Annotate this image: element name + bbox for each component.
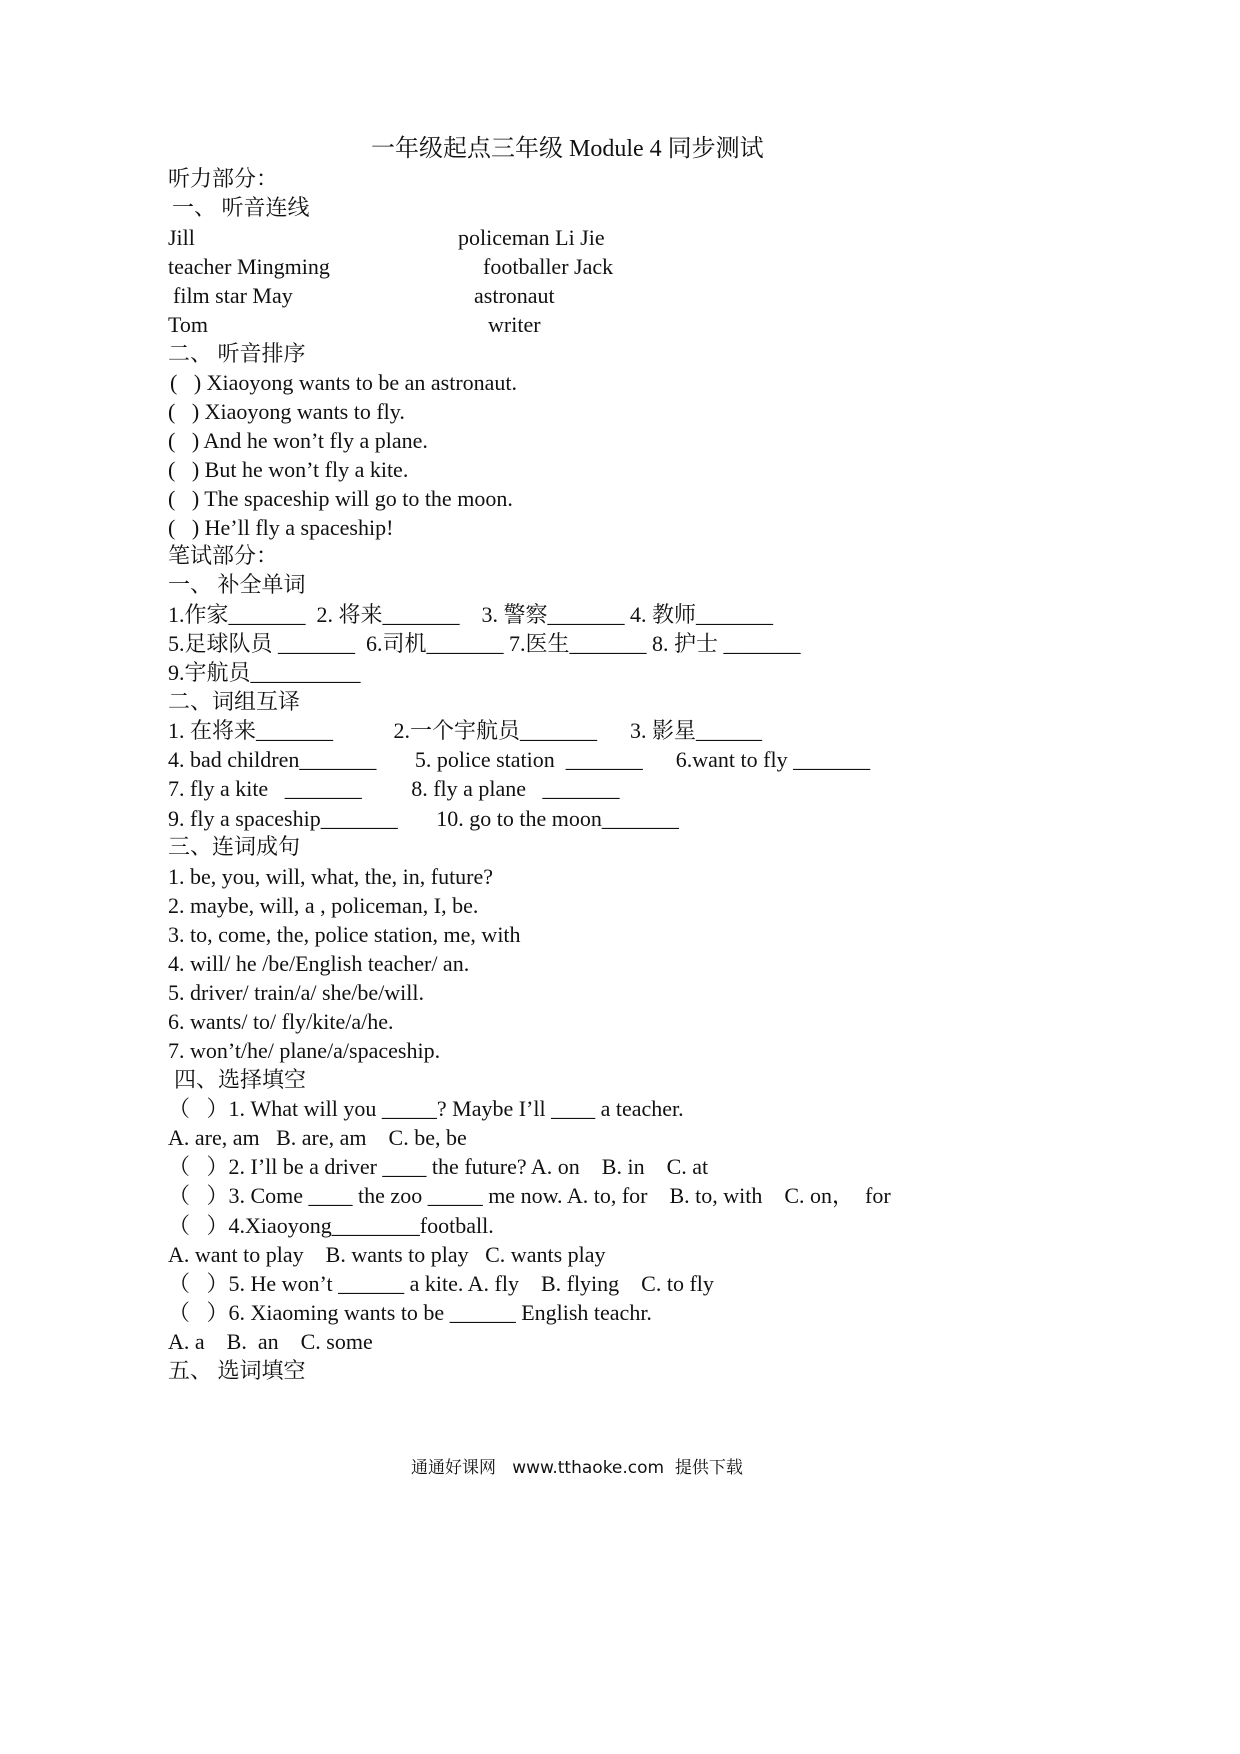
page-footer: 通通好课网 www.tthaoke.com 提供下载: [411, 1458, 743, 1478]
w3-line: 2. maybe, will, a , policeman, I, be.: [168, 893, 479, 918]
w4-line: （ ）4.Xiaoyong________football.: [168, 1213, 494, 1238]
match-left-item: film star May: [173, 283, 293, 308]
section2-heading: 二、 听音排序: [168, 341, 306, 366]
w2-line: 9. fly a spaceship_______ 10. go to the moon_______: [168, 806, 679, 831]
w4-line: （ ）6. Xiaoming wants to be ______ English teachr.: [168, 1300, 652, 1325]
w3-line: 6. wants/ to/ fly/kite/a/he.: [168, 1009, 394, 1034]
w3-line: 7. won’t/he/ plane/a/spaceship.: [168, 1038, 441, 1063]
match-right-item: writer: [488, 312, 541, 337]
ordering-item: ( ) And he won’t fly a plane.: [168, 428, 428, 453]
match-left-item: Jill: [168, 225, 195, 250]
ordering-item: ( ) But he won’t fly a kite.: [168, 457, 409, 482]
w3-line: 3. to, come, the, police station, me, with: [168, 922, 521, 947]
w4-line: （ ）1. What will you _____? Maybe I’ll ____ a teacher.: [168, 1096, 684, 1121]
ordering-item: ( ) He’ll fly a spaceship!: [168, 515, 394, 540]
ordering-item: ( ) The spaceship will go to the moon.: [168, 486, 513, 511]
written-header: 笔试部分：: [168, 543, 279, 568]
section1-heading: 一、 听音连线: [172, 195, 310, 220]
w2-line: 7. fly a kite _______ 8. fly a plane _______: [168, 776, 620, 801]
match-left-item: Tom: [168, 312, 209, 337]
w4-line: （ ）5. He won’t ______ a kite. A. fly B. flying C. to fly: [168, 1271, 714, 1296]
document-title: 一年级起点三年级 Module 4 同步测试: [371, 136, 764, 162]
w4-line: （ ）2. I’ll be a driver ____ the future? A. on B. in C. at: [168, 1154, 709, 1179]
w3-heading: 三、连词成句: [168, 834, 301, 859]
w2-heading: 二、词组互译: [168, 689, 301, 714]
ordering-item: ( ) Xiaoyong wants to fly.: [168, 399, 405, 424]
match-right-item: footballer Jack: [483, 254, 614, 279]
w3-line: 5. driver/ train/a/ she/be/will.: [168, 980, 424, 1005]
match-left-item: teacher Mingming: [168, 254, 330, 279]
w4-line: A. a B. an C. some: [168, 1329, 373, 1354]
listening-header: 听力部分：: [168, 166, 279, 191]
w4-heading: 四、选择填空: [174, 1067, 307, 1092]
w2-line: 1. 在将来_______ 2.一个宇航员_______ 3. 影星______: [168, 718, 763, 743]
w1-line: 1.作家_______ 2. 将来_______ 3. 警察_______ 4. 教师_______: [168, 602, 774, 627]
w1-line: 5.足球队员 _______ 6.司机_______ 7.医生_______ 8. 护士 _______: [168, 631, 801, 656]
w4-line: （ ）3. Come ____ the zoo _____ me now. A. to, for B. to, with C. on， for: [168, 1183, 891, 1208]
w5-heading: 五、 选词填空: [168, 1358, 306, 1383]
w2-line: 4. bad children_______ 5. police station _______ 6.want to fly _______: [168, 747, 871, 772]
match-right-item: astronaut: [474, 283, 555, 308]
w3-line: 4. will/ he /be/English teacher/ an.: [168, 951, 470, 976]
w4-line: A. want to play B. wants to play C. wants play: [168, 1242, 606, 1267]
w4-line: A. are, am B. are, am C. be, be: [168, 1125, 467, 1150]
match-right-item: policeman Li Jie: [458, 225, 605, 250]
w1-heading: 一、 补全单词: [168, 572, 306, 597]
w1-line: 9.宇航员__________: [168, 660, 361, 685]
w3-line: 1. be, you, will, what, the, in, future?: [168, 864, 494, 889]
ordering-item: ( ) Xiaoyong wants to be an astronaut.: [170, 370, 518, 395]
